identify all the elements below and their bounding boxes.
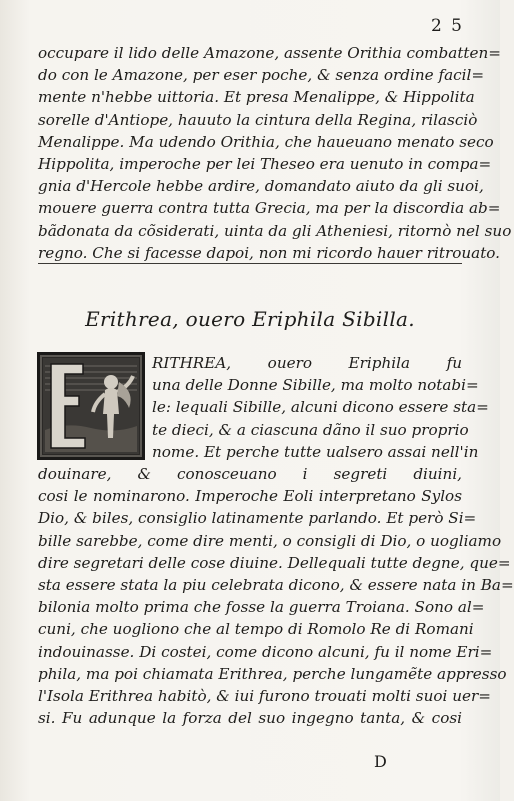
text-line: nome. Et perche tutte ualsero assai nell'in: [152, 442, 479, 461]
text-line: si. Fu adunque la forza del suo ingegno tanta, & cosi: [38, 709, 462, 728]
text-line: indouinasse. Di costei, come dicono alcuni, fu il nome Eri=: [38, 642, 493, 661]
text-line: douinare, & conosceuano i segreti diuini,: [38, 465, 462, 483]
previous-section-text: [38, 42, 512, 264]
drop-cap-woodcut: [37, 352, 145, 460]
text-line: te dieci, & a ciascuna dãno il suo proprio: [152, 420, 469, 439]
text-line: Hippolita, imperoche per lei Theseo era uenuto in compa=: [38, 154, 492, 173]
text-line: mouere guerra contra tutta Grecia, ma per la discordia ab=: [38, 199, 501, 218]
page-number: 2 5: [430, 16, 464, 36]
text-line: cosi le nominarono. Imperoche Eoli interpretano Sylos: [38, 487, 462, 506]
text-line: regno. Che si facesse dapoi, non mi ricordo hauer ritrouato.: [38, 242, 462, 264]
text-line: bille sarebbe, come dire menti, o consigli di Dio, o uogliamo: [38, 531, 502, 550]
text-line: mente n'hebbe uittoria. Et presa Menalippe, & Hippolita: [38, 88, 475, 107]
text-line: bãdonata da cõsiderati, uinta da gli Atheniesi, ritornò nel suo: [38, 221, 512, 240]
text-line: Dio, & biles, consiglio latinamente parlando. Et però Si=: [38, 509, 477, 528]
drop-cap-adjacent-text: [152, 352, 489, 463]
text-line: una delle Donne Sibille, ma molto notabi=: [152, 376, 479, 395]
text-line: sta essere stata la piu celebrata dicono, & essere nata in Ba=: [38, 575, 514, 594]
text-line: gnia d'Hercole hebbe ardire, domandato aiuto da gli suoi,: [38, 177, 484, 196]
text-line: sorelle d'Antiope, hauuto la cintura della Regina, rilasciò: [38, 110, 478, 129]
text-line: cuni, che uogliono che al tempo di Romolo Re di Romani: [38, 620, 474, 639]
text-line: bilonia molto prima che fosse la guerra Troiana. Sono al=: [38, 598, 485, 617]
text-line: l'Isola Erithrea habitò, & iui furono trouati molti suoi uer=: [38, 686, 491, 705]
text-line: RITHREA, ouero Eriphila fu: [152, 354, 462, 372]
section-body-text: [38, 463, 514, 729]
text-line: dire segretari delle cose diuine. Dellequali tutte degne, que=: [38, 553, 511, 572]
woodcut-initial-illustration: [37, 352, 145, 460]
text-line: phila, ma poi chiamata Erithrea, perche lungamẽte appresso: [38, 664, 507, 683]
text-line: occupare il lido delle Amazone, assente Orithia combatten=: [38, 44, 502, 62]
text-line: do con le Amazone, per eser poche, & senza ordine facil=: [38, 66, 485, 85]
text-line: Menalippe. Ma udendo Orithia, che haueuano menato seco: [38, 132, 494, 151]
section-heading: Erithrea, ouero Eriphila Sibilla.: [85, 307, 415, 331]
catchword-signature: D: [374, 752, 388, 771]
text-line: le: lequali Sibille, alcuni dicono essere sta=: [152, 398, 489, 417]
